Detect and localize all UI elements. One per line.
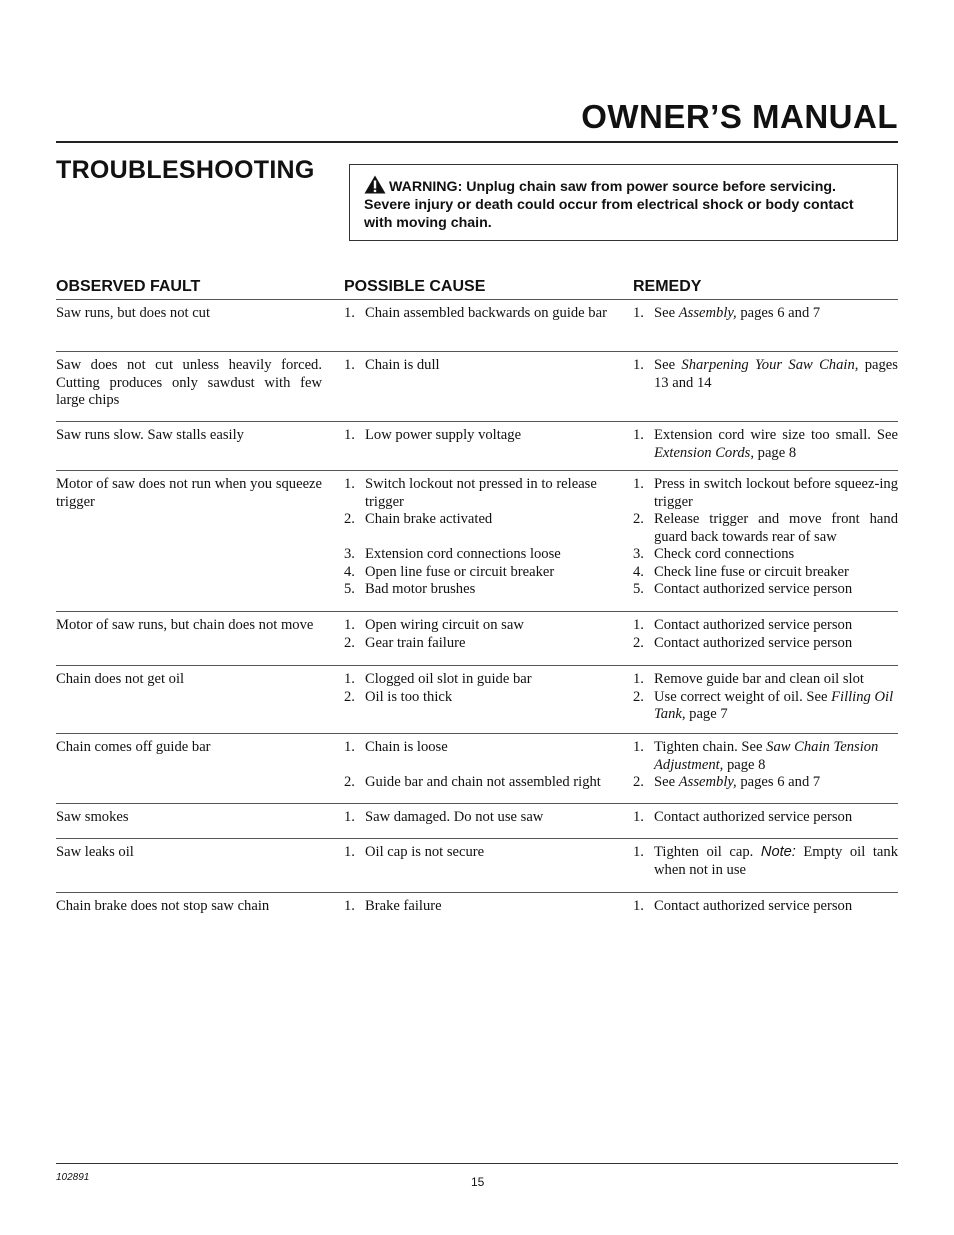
cause-cell [344,427,633,470]
header-remedy: REMEDY [633,278,702,295]
cause-cell [344,476,633,611]
cause-item: 2. Chain brake activated [344,511,493,527]
table-row [56,471,898,612]
table-row [56,422,898,471]
remedy-item: 1. Remove guide bar and clean oil slot [633,671,864,687]
remedy-cell [633,844,898,892]
cause-cell [344,809,633,838]
remedy-item: 1. Contact authorized service person [633,617,853,633]
remedy-item: 1. Contact authorized service person [633,809,853,825]
remedy-cell [633,898,898,928]
warning-triangle-icon [364,175,386,194]
cause-item: 2. Guide bar and chain not assembled right [344,774,601,790]
section-title: TROUBLESHOOTING [56,156,315,184]
table-row [56,893,898,928]
cause-item: 3. Extension cord connections loose [344,546,561,562]
table-header [56,278,898,300]
remedy-item: 2. Contact authorized service person [633,634,853,651]
cause-item: 2. Gear train failure [344,634,466,651]
remedy-cell [633,809,898,838]
remedy-item: 1. Extension cord wire size too small. See Extension Cords, page 8 [633,427,898,461]
cause-cell [344,671,633,733]
fault-cell: Chain does not get oil [56,671,185,687]
cause-item: 5. Bad motor brushes [344,581,476,597]
header-observed-fault: OBSERVED FAULT [56,278,201,295]
remedy-cell [633,739,898,803]
table-row [56,300,898,352]
fault-cell: Chain brake does not stop saw chain [56,898,270,914]
remedy-item: 1. Tighten chain. See Saw Chain Tension Adjustment, page 8 [633,739,879,773]
table-row [56,839,898,893]
warning-box [349,164,898,241]
warning-text: WARNING: Unplug chain saw from power source before servicing. Severe injury or death could occur from electrical shock or body contact with moving chain. [364,179,854,231]
cause-item: 1. Chain is loose [344,739,448,755]
cause-cell [344,844,633,892]
remedy-item: 2. See Assembly, pages 6 and 7 [633,774,821,790]
remedy-item: 5. Contact authorized service person [633,581,853,597]
troubleshooting-table [56,278,898,928]
cause-cell [344,357,633,421]
table-row [56,734,898,804]
cause-item: 1. Open wiring circuit on saw [344,617,524,633]
table-row [56,352,898,422]
cause-cell [344,739,633,803]
page-number: 15 [471,1175,485,1189]
cause-item: 1. Chain assembled backwards on guide bar [344,305,607,321]
remedy-item: 1. Tighten oil cap. Note: Empty oil tank when not in use [633,844,898,878]
fault-cell: Motor of saw runs, but chain does not move [56,617,314,633]
fault-cell: Saw does not cut unless heavily forced. Cutting produces only sawdust with few large chips [56,357,322,408]
remedy-cell [633,476,898,611]
fault-cell: Saw runs, but does not cut [56,305,211,321]
footer-divider [56,1163,898,1164]
remedy-cell [633,617,898,665]
remedy-item: 1. Contact authorized service person [633,898,853,914]
fault-cell: Saw leaks oil [56,844,134,860]
cause-cell [344,898,633,928]
remedy-cell [633,427,898,470]
remedy-item: 4. Check line fuse or circuit breaker [633,563,849,580]
manual-title: OWNER’S MANUAL [581,98,898,135]
remedy-item: 2. Release trigger and move front hand guard back towards rear of saw [633,511,898,545]
remedy-item: 1. Press in switch lockout before squeez-ing trigger [633,476,898,510]
cause-item: 1. Saw damaged. Do not use saw [344,809,544,825]
remedy-item: 2. Use correct weight of oil. See Filling Oil Tank, page 7 [633,688,894,722]
cause-cell [344,305,633,351]
remedy-cell [633,671,898,733]
cause-item: 1. Low power supply voltage [344,427,522,443]
table-row [56,612,898,666]
remedy-cell [633,357,898,421]
cause-cell [344,617,633,665]
cause-item: 1. Brake failure [344,898,442,914]
cause-item: 4. Open line fuse or circuit breaker [344,563,555,580]
table-row [56,666,898,734]
remedy-item: 3. Check cord connections [633,546,795,562]
table-row [56,804,898,839]
cause-item: 1. Chain is dull [344,357,440,373]
fault-cell: Motor of saw does not run when you squeeze trigger [56,476,322,510]
fault-cell: Chain comes off guide bar [56,739,211,755]
remedy-cell [633,305,898,351]
document-number: 102891 [56,1172,90,1183]
header-possible-cause: POSSIBLE CAUSE [344,278,486,295]
cause-item: 1. Clogged oil slot in guide bar [344,671,532,687]
remedy-item: 1. See Assembly, pages 6 and 7 [633,305,821,321]
cause-item: 1. Switch lockout not pressed in to release trigger [344,476,597,510]
cause-item: 2. Oil is too thick [344,688,453,705]
fault-cell: Saw smokes [56,809,129,825]
fault-cell: Saw runs slow. Saw stalls easily [56,427,244,443]
cause-item: 1. Oil cap is not secure [344,844,485,860]
remedy-item: 1. See Sharpening Your Saw Chain, pages 13 and 14 [633,357,898,391]
header-divider [56,141,898,143]
